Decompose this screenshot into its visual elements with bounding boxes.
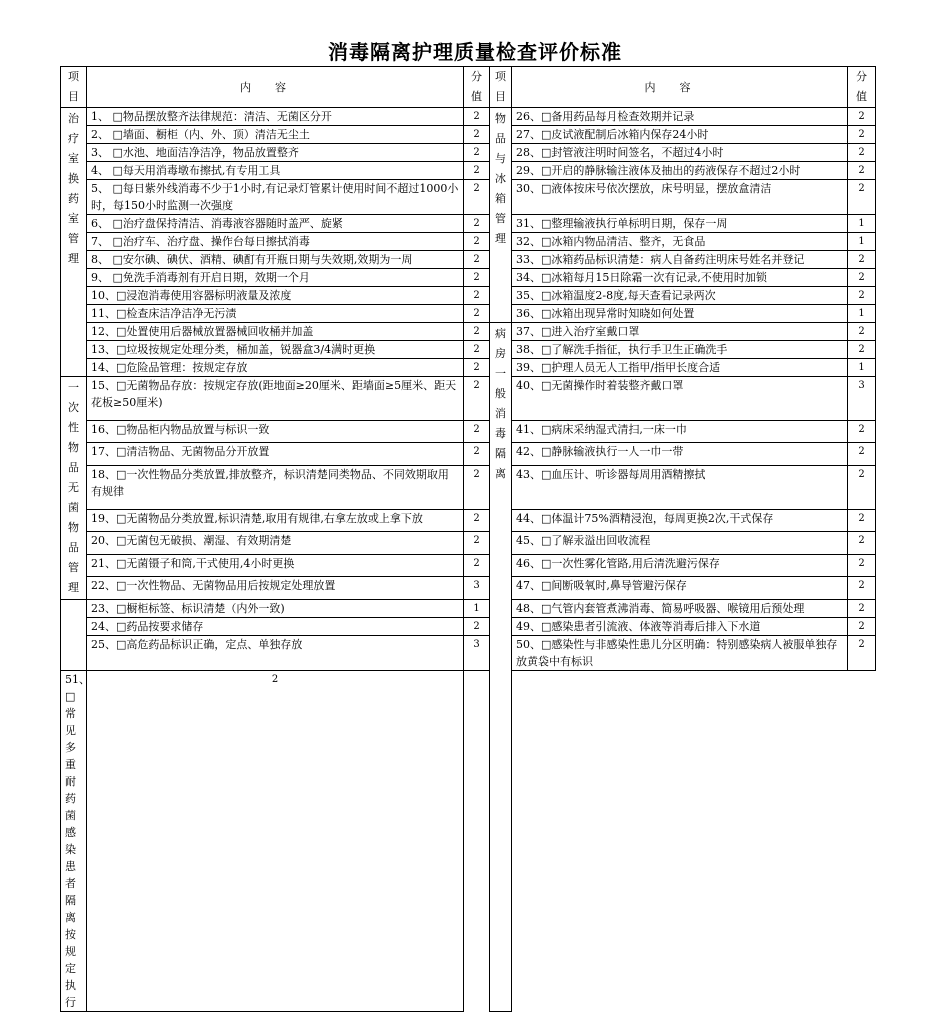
- item-text-left: 11、□检查床洁净洁净无污渍: [87, 305, 464, 323]
- category-cell-right: 物品与冰箱管理: [490, 108, 512, 323]
- item-text-right: 38、□了解洗手指征，执行手卫生正确洗手: [512, 341, 848, 359]
- table-row: [61, 144, 876, 162]
- item-score-right: 2: [848, 269, 876, 287]
- item-text-right: 43、□血压计、听诊器每周用酒精擦拭: [512, 465, 848, 509]
- header-content-right: 内容: [512, 67, 848, 108]
- table-row: [61, 509, 876, 532]
- table-row: [61, 108, 876, 126]
- item-score-left: 2: [464, 180, 490, 215]
- item-score-right: 2: [848, 144, 876, 162]
- quality-standard-table: [60, 66, 876, 1012]
- item-text-right: 34、□冰箱每月15日除霜一次有记录,不使用时加锁: [512, 269, 848, 287]
- item-text-right: 50、□感染性与非感染性患儿分区明确：特别感染病人被服单独存放黄袋中有标识: [512, 636, 848, 671]
- item-score-left: 2: [464, 377, 490, 421]
- item-text-right: 48、□气管内套管煮沸消毒、简易呼吸器、喉镜用后预处理: [512, 600, 848, 618]
- item-text-left: 17、□清洁物品、无菌物品分开放置: [87, 443, 464, 466]
- item-text-right: 29、□开启的静脉输注液体及抽出的药液保存不超过2小时: [512, 162, 848, 180]
- table-row: [61, 162, 876, 180]
- item-score-right: 1: [848, 305, 876, 323]
- item-score-right: 2: [848, 323, 876, 341]
- item-score-left: 2: [464, 251, 490, 269]
- item-text-right: 51、□常见多重耐药菌感染患者隔离按规定执行: [61, 671, 87, 1012]
- header-score-left: 分值: [464, 67, 490, 108]
- item-score-left: 2: [464, 287, 490, 305]
- table-row: [61, 323, 876, 341]
- item-score-right: 2: [848, 251, 876, 269]
- table-row: [61, 287, 876, 305]
- item-score-left: 2: [464, 532, 490, 555]
- item-score-right: 2: [848, 554, 876, 577]
- item-score-right: 1: [848, 215, 876, 233]
- table-row: [61, 577, 876, 600]
- table-row: [61, 305, 876, 323]
- table-row: [61, 600, 876, 618]
- item-score-left: 2: [464, 162, 490, 180]
- item-score-left: 2: [464, 126, 490, 144]
- item-text-right: 47、□间断吸氧时,鼻导管避污保存: [512, 577, 848, 600]
- item-text-left: 20、□无菌包无破损、潮湿、有效期清楚: [87, 532, 464, 555]
- item-score-left: 2: [464, 341, 490, 359]
- table-row: [61, 443, 876, 466]
- table-row: [61, 465, 876, 509]
- item-text-right: 37、□进入治疗室戴口罩: [512, 323, 848, 341]
- table-row: [61, 359, 876, 377]
- item-text-right: 27、□皮试液配制后冰箱内保存24小时: [512, 126, 848, 144]
- item-score-left: 2: [464, 618, 490, 636]
- item-text-left: 12、□处置使用后器械放置器械回收桶并加盖: [87, 323, 464, 341]
- item-score-left: 2: [464, 443, 490, 466]
- item-text-left: 7、 □治疗车、治疗盘、操作台每日擦拭消毒: [87, 233, 464, 251]
- item-text-left: 21、□无菌镊子和筒,干式使用,4小时更换: [87, 554, 464, 577]
- item-text-right: 32、□冰箱内物品清洁、整齐，无食品: [512, 233, 848, 251]
- table-row: [61, 126, 876, 144]
- item-score-right: 1: [848, 233, 876, 251]
- item-text-right: 33、□冰箱药品标识清楚：病人自备药注明床号姓名并登记: [512, 251, 848, 269]
- item-text-left: 1、 □物品摆放整齐法律规范：清洁、无菌区分开: [87, 108, 464, 126]
- item-score-left: 2: [464, 359, 490, 377]
- item-text-right: 39、□护理人员无人工指甲/指甲长度合适: [512, 359, 848, 377]
- item-score-left: 2: [464, 269, 490, 287]
- table-row: [61, 671, 876, 1012]
- item-score-left: 2: [464, 144, 490, 162]
- page-title: 消毒隔离护理质量检查评价标准: [328, 40, 622, 64]
- item-text-right: 44、□体温计75%酒精浸泡，每周更换2次,干式保存: [512, 509, 848, 532]
- item-text-left: 16、□物品柜内物品放置与标识一致: [87, 420, 464, 443]
- category-cell-left: [61, 600, 87, 671]
- item-text-right: 26、□备用药品每月检查效期并记录: [512, 108, 848, 126]
- item-score-right: 2: [848, 618, 876, 636]
- item-score-right: 2: [848, 532, 876, 555]
- header-item-right: 项目: [490, 67, 512, 108]
- item-text-left: 9、 □免洗手消毒剂有开启日期，效期一个月: [87, 269, 464, 287]
- table-row: [61, 377, 876, 421]
- item-score-left: 2: [464, 215, 490, 233]
- item-text-left: 13、□垃圾按规定处理分类，桶加盖，锐器盒3/4满时更换: [87, 341, 464, 359]
- item-score-left: 2: [464, 233, 490, 251]
- item-score-right: 2: [848, 108, 876, 126]
- item-score-right: 1: [848, 359, 876, 377]
- item-text-right: 40、□无菌操作时着装整齐戴口罩: [512, 377, 848, 421]
- table-row: [61, 269, 876, 287]
- item-score-right: 2: [848, 509, 876, 532]
- item-score-left: 2: [464, 465, 490, 509]
- item-text-right: 49、□感染患者引流液、体液等消毒后排入下水道: [512, 618, 848, 636]
- item-text-left: 23、□橱柜标签、标识清楚（内外一致): [87, 600, 464, 618]
- table-row: [61, 618, 876, 636]
- item-score-left: 3: [464, 636, 490, 671]
- table-row: [61, 251, 876, 269]
- item-text-left: 5、 □每日紫外线消毒不少于1小时,有记录灯管累计使用时间不超过1000小时，每150小时监测一次强度: [87, 180, 464, 215]
- item-text-left: 15、□无菌物品存放：按规定存放(距地面≥20厘米、距墙面≥5厘米、距天花板≥50厘米): [87, 377, 464, 421]
- header-score-right: 分值: [848, 67, 876, 108]
- item-text-left: 4、 □每天用消毒墩布擦拭,有专用工具: [87, 162, 464, 180]
- item-text-right: 28、□封管液注明时间签名，不超过4小时: [512, 144, 848, 162]
- item-text-right: 45、□了解汞溢出回收流程: [512, 532, 848, 555]
- item-text-left: 14、□危险品管理：按规定存放: [87, 359, 464, 377]
- item-score-left: 2: [464, 420, 490, 443]
- table-row: [61, 636, 876, 671]
- item-text-right: 36、□冰箱出现异常时知晓如何处置: [512, 305, 848, 323]
- item-score-left: 2: [464, 554, 490, 577]
- table-row: [61, 180, 876, 215]
- item-text-left: 8、 □安尔碘、碘伏、酒精、碘酊有开瓶日期与失效期,效期为一周: [87, 251, 464, 269]
- item-score-right: 2: [848, 341, 876, 359]
- item-text-right: 31、□整理输液执行单标明日期，保存一周: [512, 215, 848, 233]
- item-score-left: 3: [464, 577, 490, 600]
- table-row: [61, 233, 876, 251]
- item-text-left: 6、 □治疗盘保持清洁、消毒液容器随时盖严、旋紧: [87, 215, 464, 233]
- item-text-left: 25、□高危药品标识正确，定点、单独存放: [87, 636, 464, 671]
- item-score-right: 2: [848, 287, 876, 305]
- table-row: [61, 420, 876, 443]
- item-text-left: 18、□一次性物品分类放置,排放整齐，标识清楚同类物品、不同效期取用有规律: [87, 465, 464, 509]
- item-text-right: 42、□静脉输液执行一人一巾一带: [512, 443, 848, 466]
- item-text-right: 35、□冰箱温度2-8度,每天查看记录两次: [512, 287, 848, 305]
- table-row: [61, 532, 876, 555]
- item-text-left: 10、□浸泡消毒使用容器标明液量及浓度: [87, 287, 464, 305]
- item-score-right: 2: [848, 465, 876, 509]
- item-text-right: 30、□液体按床号依次摆放，床号明显，摆放盒清洁: [512, 180, 848, 215]
- item-score-left: 2: [464, 305, 490, 323]
- table-row: [61, 341, 876, 359]
- table-row: [61, 554, 876, 577]
- item-score-right: 2: [848, 636, 876, 671]
- table-header-row: [61, 67, 876, 108]
- item-score-right: 3: [848, 377, 876, 421]
- item-text-left: 2、 □墙面、橱柜（内、外、顶）清洁无尘土: [87, 126, 464, 144]
- item-score-right: 2: [848, 126, 876, 144]
- item-text-left: 22、□一次性物品、无菌物品用后按规定处理放置: [87, 577, 464, 600]
- item-score-right: 2: [848, 600, 876, 618]
- item-score-left: 2: [464, 509, 490, 532]
- header-item-left: 项目: [61, 67, 87, 108]
- item-score-right: 2: [848, 443, 876, 466]
- item-score-right: 2: [848, 420, 876, 443]
- item-score-right: 2: [848, 180, 876, 215]
- item-score-right: 2: [848, 577, 876, 600]
- item-score-left: 2: [464, 323, 490, 341]
- item-text-left: 24、□药品按要求储存: [87, 618, 464, 636]
- item-score-left: 2: [464, 108, 490, 126]
- table-row: [61, 215, 876, 233]
- item-text-right: 41、□病床采纳湿式清扫,一床一巾: [512, 420, 848, 443]
- item-text-left: 3、 □水池、地面洁净洁净，物品放置整齐: [87, 144, 464, 162]
- category-cell-left: 治疗室换药室管理: [61, 108, 87, 377]
- item-text-left: 19、□无菌物品分类放置,标识清楚,取用有规律,右拿左放或上拿下放: [87, 509, 464, 532]
- item-score-right: 2: [87, 671, 464, 1012]
- item-score-left: 1: [464, 600, 490, 618]
- item-score-right: 2: [848, 162, 876, 180]
- item-text-right: 46、□一次性雾化管路,用后清洗避污保存: [512, 554, 848, 577]
- category-cell-left: 一次性物品无菌物品管理: [61, 377, 87, 600]
- header-content-left: 内容: [87, 67, 464, 108]
- category-cell-right: 病房一般消毒隔离: [490, 323, 512, 1012]
